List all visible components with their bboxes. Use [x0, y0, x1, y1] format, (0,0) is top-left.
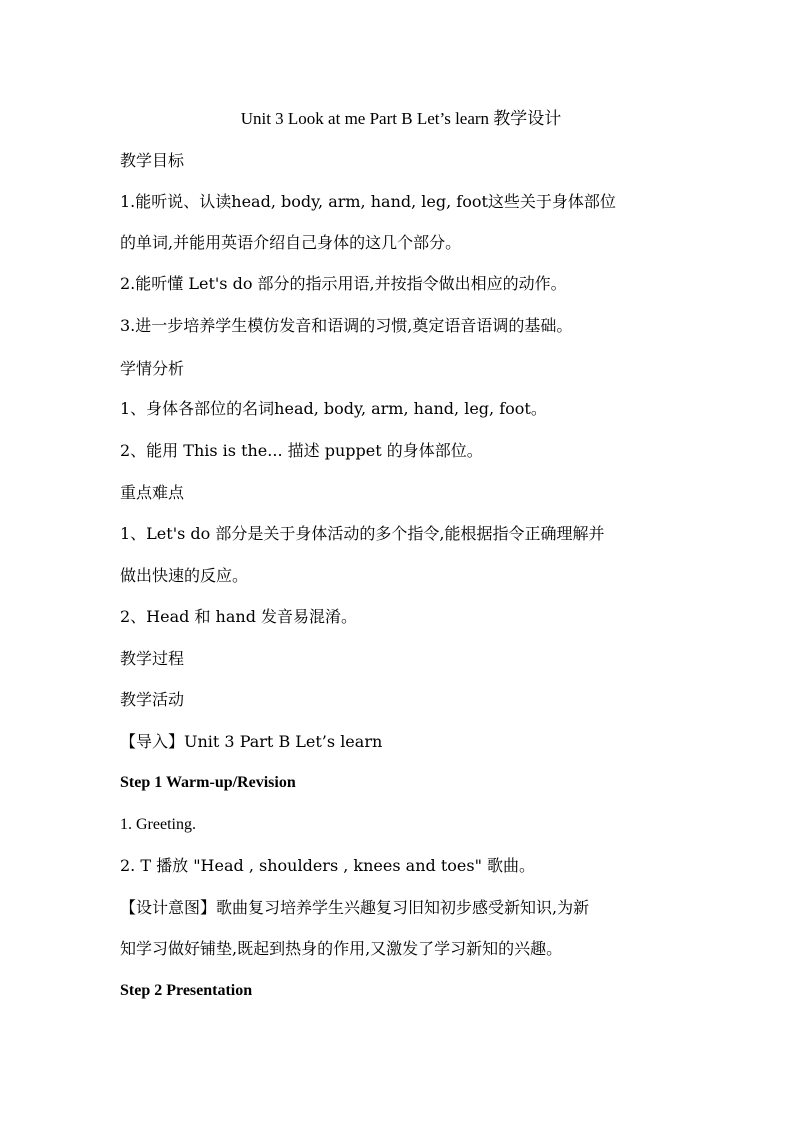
- document-title: Unit 3 Look at me Part B Let’s learn 教学设计: [240, 109, 562, 128]
- key-point-line-1-cont: 做出快速的反应。: [120, 566, 249, 585]
- intro-line: 【导入】Unit 3 Part B Let’s learn: [120, 732, 383, 751]
- key-point-line-1: 1、Let's do 部分是关于身体活动的多个指令,能根据指令正确理解并: [120, 524, 605, 543]
- design-intent-line-1: 【设计意图】歌曲复习培养学生兴趣复习旧知初步感受新知识,为新: [120, 898, 590, 917]
- objective-line-2: 2.能听懂 Let's do 部分的指示用语,并按指令做出相应的动作。: [120, 274, 567, 293]
- objective-line-3: 3.进一步培养学生模仿发音和语调的习惯,奠定语音语调的基础。: [120, 316, 573, 335]
- section-heading-analysis: 学情分析: [120, 359, 185, 378]
- section-heading-process: 教学过程: [120, 649, 185, 668]
- design-intent-line-2: 知学习做好铺垫,既起到热身的作用,又激发了学习新知的兴趣。: [120, 939, 563, 958]
- step-2-heading: Step 2 Presentation: [120, 982, 253, 999]
- objective-line-1: 1.能听说、认读head, body, arm, hand, leg, foot这些关于身体部位: [120, 192, 616, 211]
- analysis-line-1: 1、身体各部位的名词head, body, arm, hand, leg, foot。: [120, 399, 547, 418]
- step-1-item-1: 1. Greeting.: [120, 816, 196, 833]
- section-heading-key-points: 重点难点: [120, 483, 185, 502]
- section-heading-activities: 教学活动: [120, 690, 185, 709]
- analysis-line-2: 2、能用 This is the... 描述 puppet 的身体部位。: [120, 441, 483, 460]
- step-1-heading: Step 1 Warm-up/Revision: [120, 774, 296, 791]
- objective-line-1-cont: 的单词,并能用英语介绍自己身体的这几个部分。: [120, 233, 462, 252]
- section-heading-objectives: 教学目标: [120, 151, 185, 170]
- key-point-line-2: 2、Head 和 hand 发音易混淆。: [120, 607, 358, 626]
- step-1-item-2: 2. T 播放 "Head , shoulders , knees and toes" 歌曲。: [120, 856, 536, 875]
